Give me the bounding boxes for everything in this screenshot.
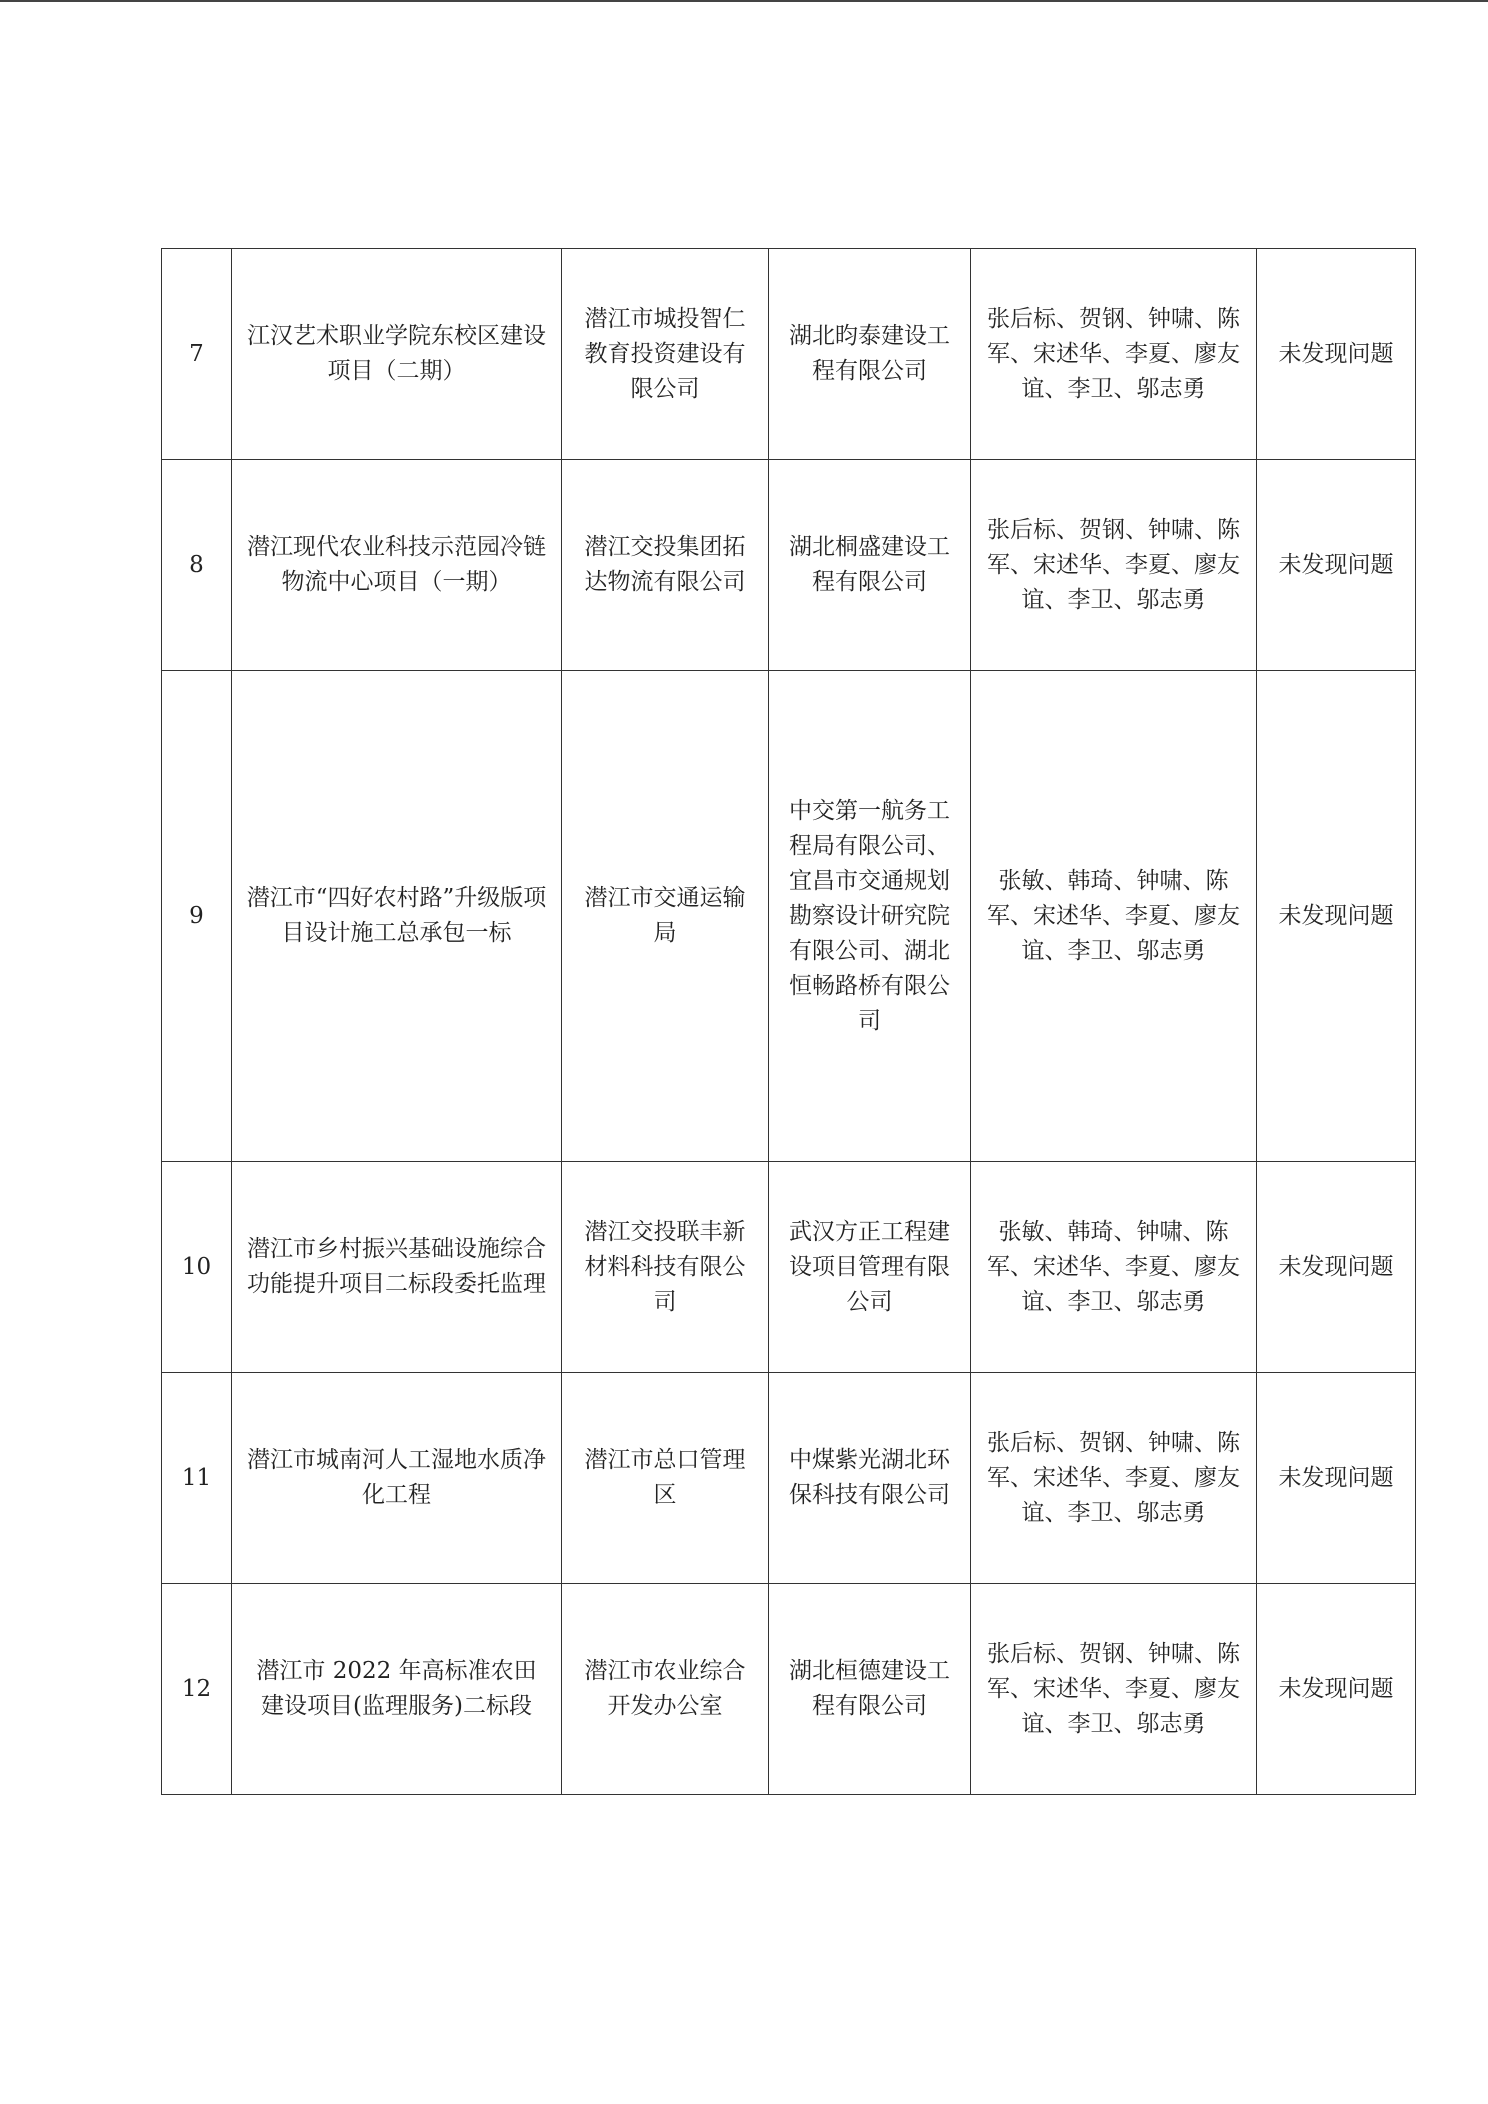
- inspectors: 张后标、贺钢、钟啸、陈军、宋述华、李夏、廖友谊、李卫、邬志勇: [971, 1584, 1257, 1795]
- inspection-table: [161, 248, 1416, 1795]
- contractor-unit: 中交第一航务工程局有限公司、宜昌市交通规划勘察设计研究院有限公司、湖北恒畅路桥有限公司: [769, 671, 971, 1162]
- table-row: [162, 671, 1416, 1162]
- project-name: 潜江市乡村振兴基础设施综合功能提升项目二标段委托监理: [232, 1162, 562, 1373]
- project-name: 潜江市城南河人工湿地水质净化工程: [232, 1373, 562, 1584]
- project-name: 潜江市“四好农村路”升级版项目设计施工总承包一标: [232, 671, 562, 1162]
- contractor-unit: 湖北桐盛建设工程有限公司: [769, 460, 971, 671]
- inspection-result: 未发现问题: [1257, 671, 1416, 1162]
- table-row: [162, 249, 1416, 460]
- contractor-unit: 湖北桓德建设工程有限公司: [769, 1584, 971, 1795]
- table-row: [162, 1373, 1416, 1584]
- project-name: 江汉艺术职业学院东校区建设项目（二期）: [232, 249, 562, 460]
- row-number: 12: [162, 1584, 232, 1795]
- owner-unit: 潜江交投联丰新材料科技有限公司: [562, 1162, 769, 1373]
- row-number: 8: [162, 460, 232, 671]
- owner-unit: 潜江市交通运输局: [562, 671, 769, 1162]
- inspectors: 张敏、韩琦、钟啸、陈军、宋述华、李夏、廖友谊、李卫、邬志勇: [971, 1162, 1257, 1373]
- table-row: [162, 460, 1416, 671]
- row-number: 7: [162, 249, 232, 460]
- row-number: 10: [162, 1162, 232, 1373]
- table-row: [162, 1584, 1416, 1795]
- inspection-result: 未发现问题: [1257, 1373, 1416, 1584]
- owner-unit: 潜江市城投智仁教育投资建设有限公司: [562, 249, 769, 460]
- contractor-unit: 武汉方正工程建设项目管理有限公司: [769, 1162, 971, 1373]
- page-top-rule: [0, 0, 1488, 2]
- table-row: [162, 1162, 1416, 1373]
- inspection-result: 未发现问题: [1257, 1584, 1416, 1795]
- inspection-result: 未发现问题: [1257, 249, 1416, 460]
- inspectors: 张后标、贺钢、钟啸、陈军、宋述华、李夏、廖友谊、李卫、邬志勇: [971, 249, 1257, 460]
- inspectors: 张敏、韩琦、钟啸、陈军、宋述华、李夏、廖友谊、李卫、邬志勇: [971, 671, 1257, 1162]
- owner-unit: 潜江市农业综合开发办公室: [562, 1584, 769, 1795]
- owner-unit: 潜江市总口管理区: [562, 1373, 769, 1584]
- owner-unit: 潜江交投集团拓达物流有限公司: [562, 460, 769, 671]
- row-number: 9: [162, 671, 232, 1162]
- inspection-result: 未发现问题: [1257, 1162, 1416, 1373]
- inspection-result: 未发现问题: [1257, 460, 1416, 671]
- inspectors: 张后标、贺钢、钟啸、陈军、宋述华、李夏、廖友谊、李卫、邬志勇: [971, 1373, 1257, 1584]
- row-number: 11: [162, 1373, 232, 1584]
- contractor-unit: 中煤紫光湖北环保科技有限公司: [769, 1373, 971, 1584]
- project-name: 潜江市 2022 年高标准农田建设项目(监理服务)二标段: [232, 1584, 562, 1795]
- contractor-unit: 湖北昀泰建设工程有限公司: [769, 249, 971, 460]
- project-name: 潜江现代农业科技示范园冷链物流中心项目（一期）: [232, 460, 562, 671]
- inspectors: 张后标、贺钢、钟啸、陈军、宋述华、李夏、廖友谊、李卫、邬志勇: [971, 460, 1257, 671]
